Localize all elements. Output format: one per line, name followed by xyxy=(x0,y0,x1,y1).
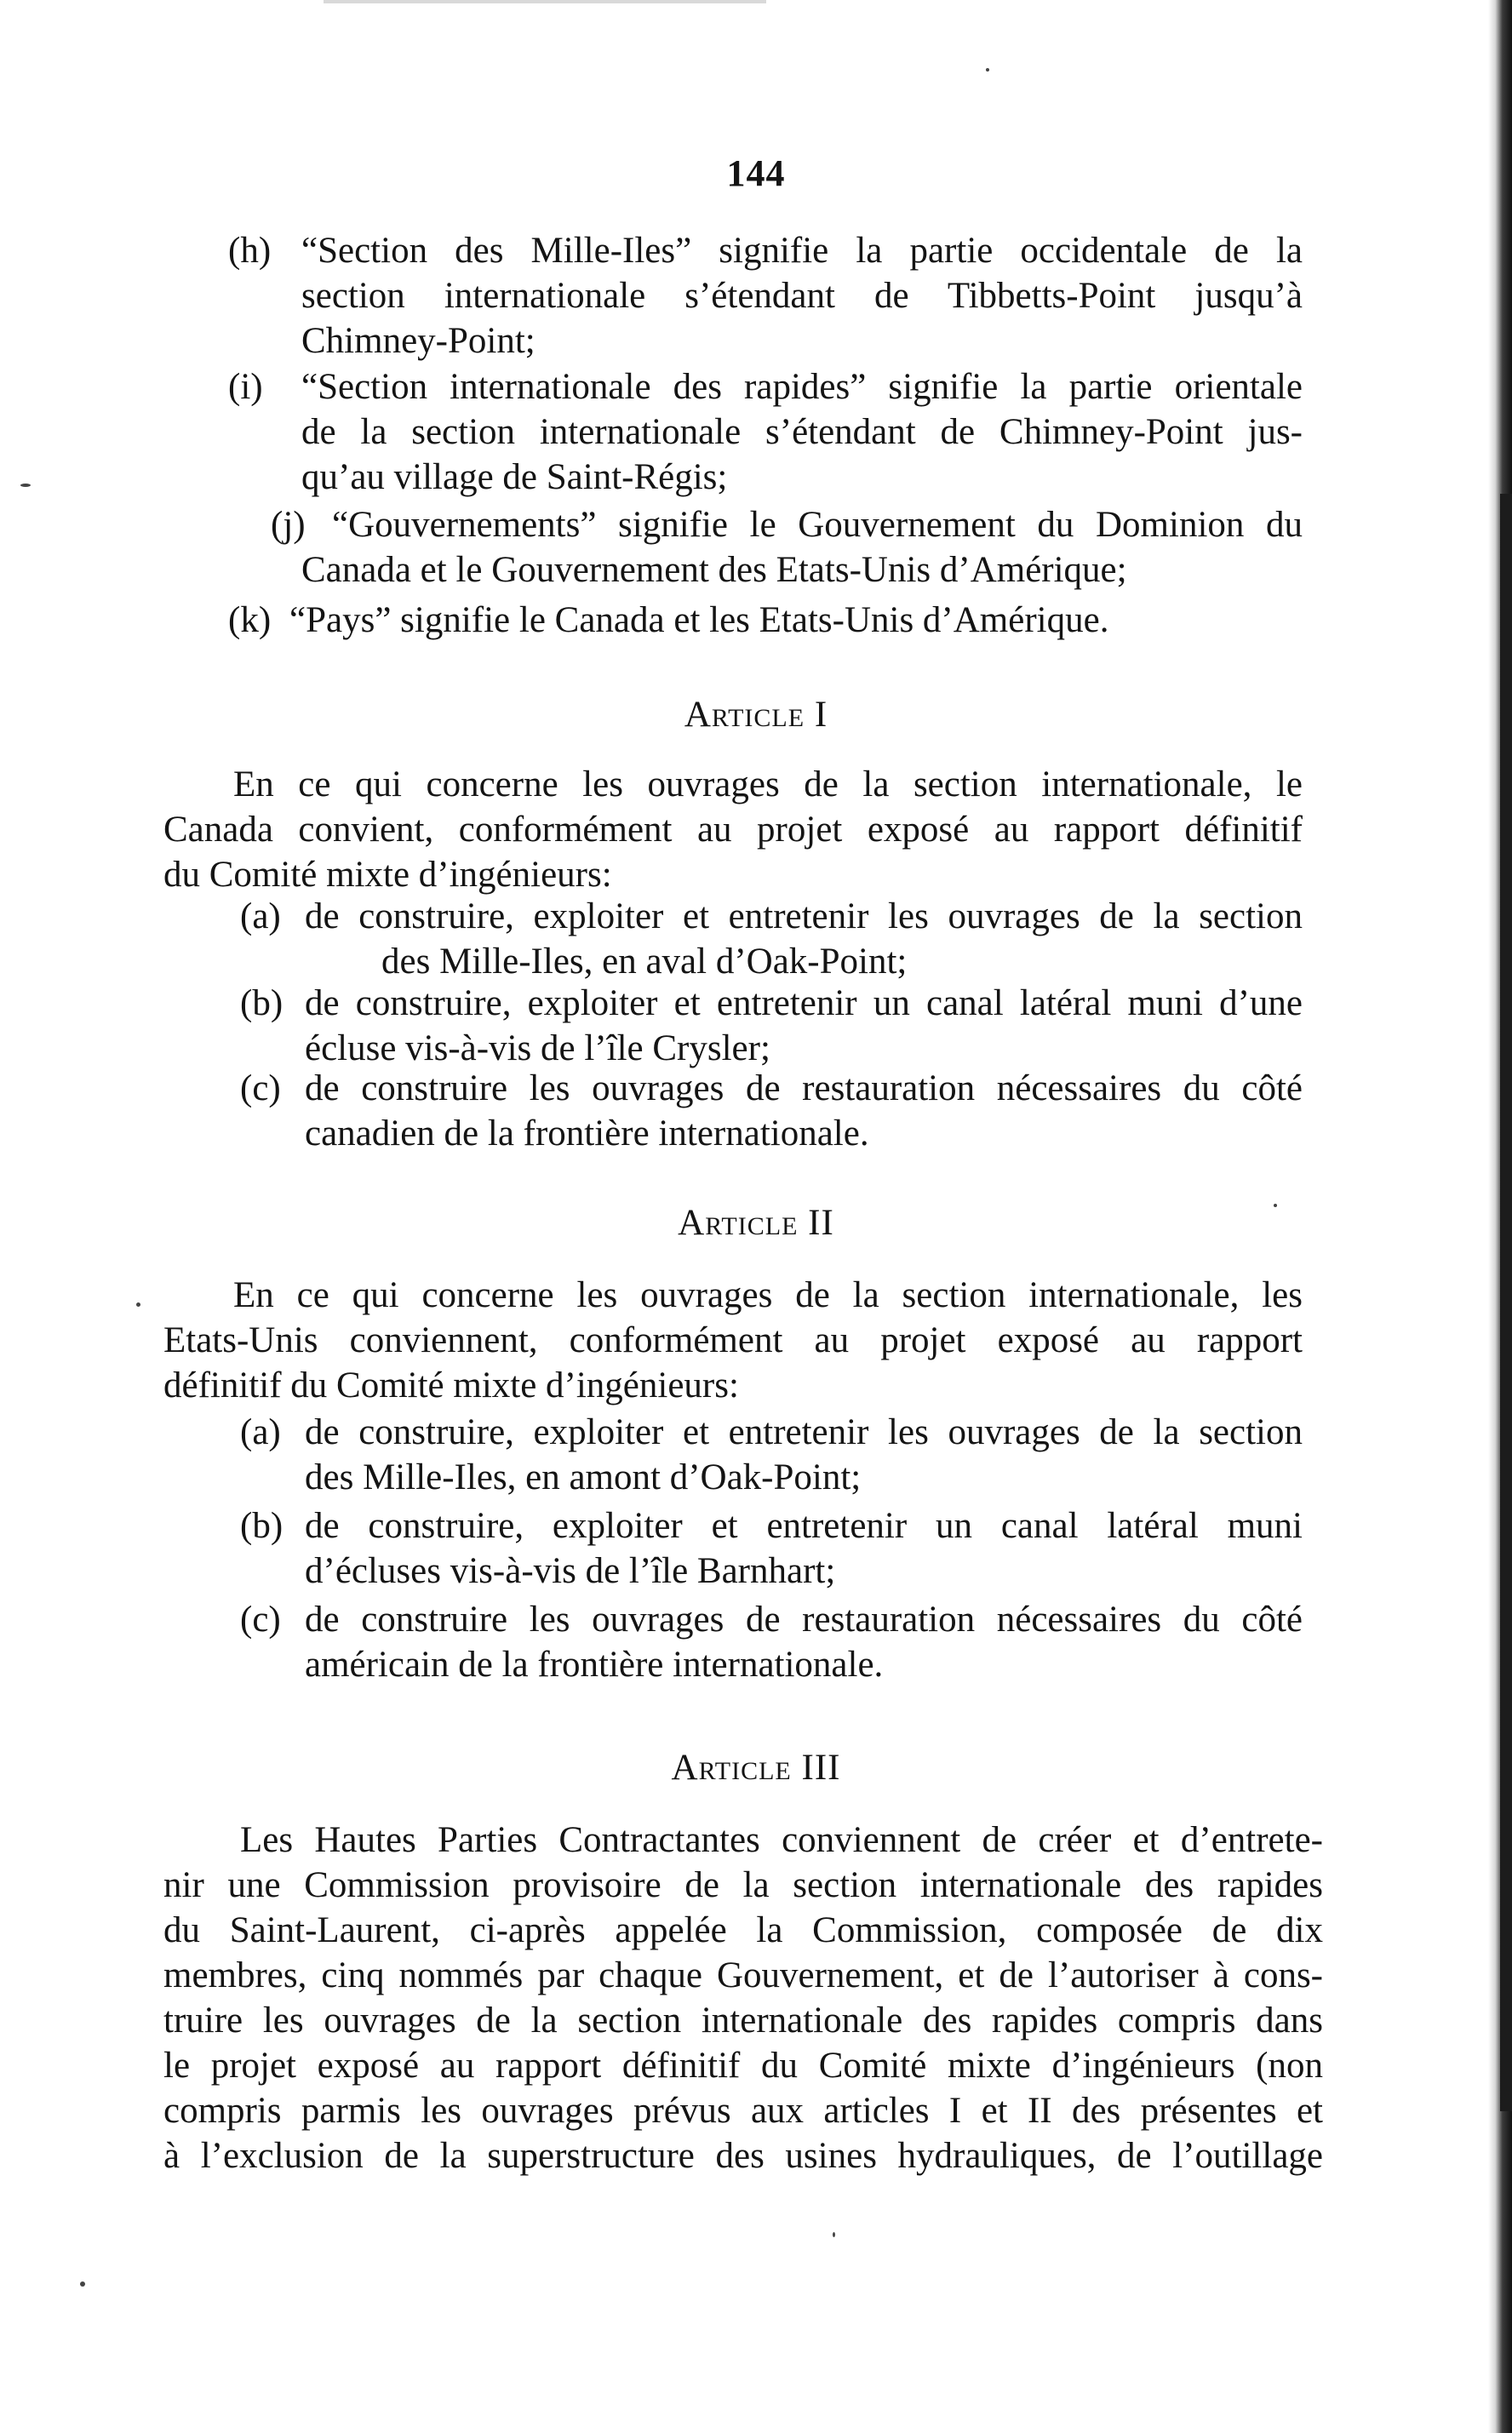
item-label: (c) xyxy=(240,1600,281,1640)
item-text xyxy=(305,1597,1303,1687)
scan-smudge xyxy=(324,0,766,3)
definition-j xyxy=(271,502,1303,593)
text-line: membres, cinq nommés par chaque Gouvernement, et de l’autoriser à cons- xyxy=(163,1955,1323,1995)
text-line: section internationale s’étendant de Tibbetts-Point jusqu’à xyxy=(301,276,1303,316)
article-1-intro xyxy=(163,762,1303,897)
text-line: des Mille-Iles, en aval d’Oak-Point; xyxy=(381,942,908,982)
article-3-heading: Article III xyxy=(671,1748,841,1788)
text-line: de construire, exploiter et entretenir un canal latéral muni d’une xyxy=(305,983,1303,1023)
page-number: 144 xyxy=(726,152,786,194)
definition-text xyxy=(289,598,1303,643)
text-line: de la section internationale s’étendant de Chimney-Point jus- xyxy=(301,412,1303,452)
text-line: Canada convient, conformément au projet exposé au rapport définitif xyxy=(163,810,1303,850)
text-line: à l’exclusion de la superstructure des usines hydrauliques, de l’outillage xyxy=(163,2136,1323,2176)
definition-text xyxy=(301,364,1303,500)
page-binding-shadow xyxy=(1500,494,1512,2111)
text-line: “Section des Mille-Iles” signifie la partie occidentale de la xyxy=(301,231,1303,271)
text-line: de construire les ouvrages de restauration nécessaires du côté xyxy=(305,1600,1303,1640)
article-2-item-c xyxy=(240,1597,1303,1687)
text-line: de construire les ouvrages de restauration nécessaires du côté xyxy=(305,1068,1303,1108)
scan-speck xyxy=(20,484,31,487)
text-line: Chimney-Point; xyxy=(301,321,536,361)
text-line: “Pays” signifie le Canada et les Etats-Unis d’Amérique. xyxy=(289,600,1109,640)
text-line: Etats-Unis conviennent, conformément au projet exposé au rapport xyxy=(163,1320,1303,1360)
item-text xyxy=(305,894,1303,984)
text-line: d’écluses vis-à-vis de l’île Barnhart; xyxy=(305,1551,836,1591)
text-line: écluse vis-à-vis de l’île Crysler; xyxy=(305,1028,770,1068)
item-label: (a) xyxy=(240,896,281,936)
text-line: “Gouvernements” signifie le Gouvernement du Dominion du xyxy=(332,505,1303,545)
text-line: “Section internationale des rapides” signifie la partie orientale xyxy=(301,367,1303,407)
definition-k xyxy=(228,598,1303,643)
definition-text xyxy=(301,502,1303,593)
definition-i xyxy=(228,364,1303,500)
article-3-body xyxy=(163,1818,1323,2178)
text-line: truire les ouvrages de la section internationale des rapides compris dans xyxy=(163,2001,1323,2041)
definition-label: (j) xyxy=(271,505,306,545)
scan-speck xyxy=(136,1302,140,1307)
article-2-item-b xyxy=(240,1503,1303,1594)
text-line: du Comité mixte d’ingénieurs: xyxy=(163,855,612,895)
item-label: (b) xyxy=(240,1506,284,1546)
scan-speck xyxy=(986,68,989,72)
text-line: des Mille-Iles, en amont d’Oak-Point; xyxy=(305,1457,862,1497)
article-1-heading: Article I xyxy=(684,695,828,735)
scan-speck xyxy=(1274,1204,1277,1207)
text-line: canadien de la frontière internationale. xyxy=(305,1113,869,1154)
text-line: Canada et le Gouvernement des Etats-Unis d’Amérique; xyxy=(301,550,1127,590)
text-line: de construire, exploiter et entretenir les ouvrages de la section xyxy=(305,1412,1303,1452)
text-line: nir une Commission provisoire de la section internationale des rapides xyxy=(163,1865,1323,1905)
text-line: compris parmis les ouvrages prévus aux articles I et II des présentes et xyxy=(163,2091,1323,2131)
article-2-item-a xyxy=(240,1410,1303,1500)
text-line: du Saint-Laurent, ci-après appelée la Commission, composée de dix xyxy=(163,1910,1323,1950)
definition-label: (i) xyxy=(228,367,263,407)
item-text xyxy=(305,1410,1303,1500)
text-line: de construire, exploiter et entretenir les ouvrages de la section xyxy=(305,896,1303,936)
item-label: (a) xyxy=(240,1412,281,1452)
item-text xyxy=(305,981,1303,1071)
article-1-item-a xyxy=(240,894,1303,984)
item-text xyxy=(305,1503,1303,1594)
text-line: américain de la frontière internationale. xyxy=(305,1645,884,1685)
definition-text xyxy=(301,228,1303,364)
definition-label: (k) xyxy=(228,600,272,640)
item-label: (c) xyxy=(240,1068,281,1108)
article-2-intro xyxy=(163,1273,1303,1408)
item-label: (b) xyxy=(240,983,284,1023)
item-text xyxy=(305,1066,1303,1156)
article-1-item-c xyxy=(240,1066,1303,1156)
text-line: qu’au village de Saint-Régis; xyxy=(301,457,728,497)
text-line: définitif du Comité mixte d’ingénieurs: xyxy=(163,1365,739,1405)
text-line: En ce qui concerne les ouvrages de la section internationale, le xyxy=(233,764,1303,804)
article-2-heading: Article II xyxy=(678,1203,834,1243)
text-line: Les Hautes Parties Contractantes conviennent de créer et d’entrete- xyxy=(240,1820,1323,1860)
definition-label: (h) xyxy=(228,231,272,271)
text-line: En ce qui concerne les ouvrages de la section internationale, les xyxy=(233,1275,1303,1315)
scan-speck xyxy=(833,2232,835,2237)
text-line: de construire, exploiter et entretenir un canal latéral muni xyxy=(305,1506,1303,1546)
text-line: le projet exposé au rapport définitif du Comité mixte d’ingénieurs (non xyxy=(163,2046,1323,2086)
scan-speck xyxy=(80,2281,85,2287)
article-1-item-b xyxy=(240,981,1303,1071)
definition-h xyxy=(228,228,1303,364)
